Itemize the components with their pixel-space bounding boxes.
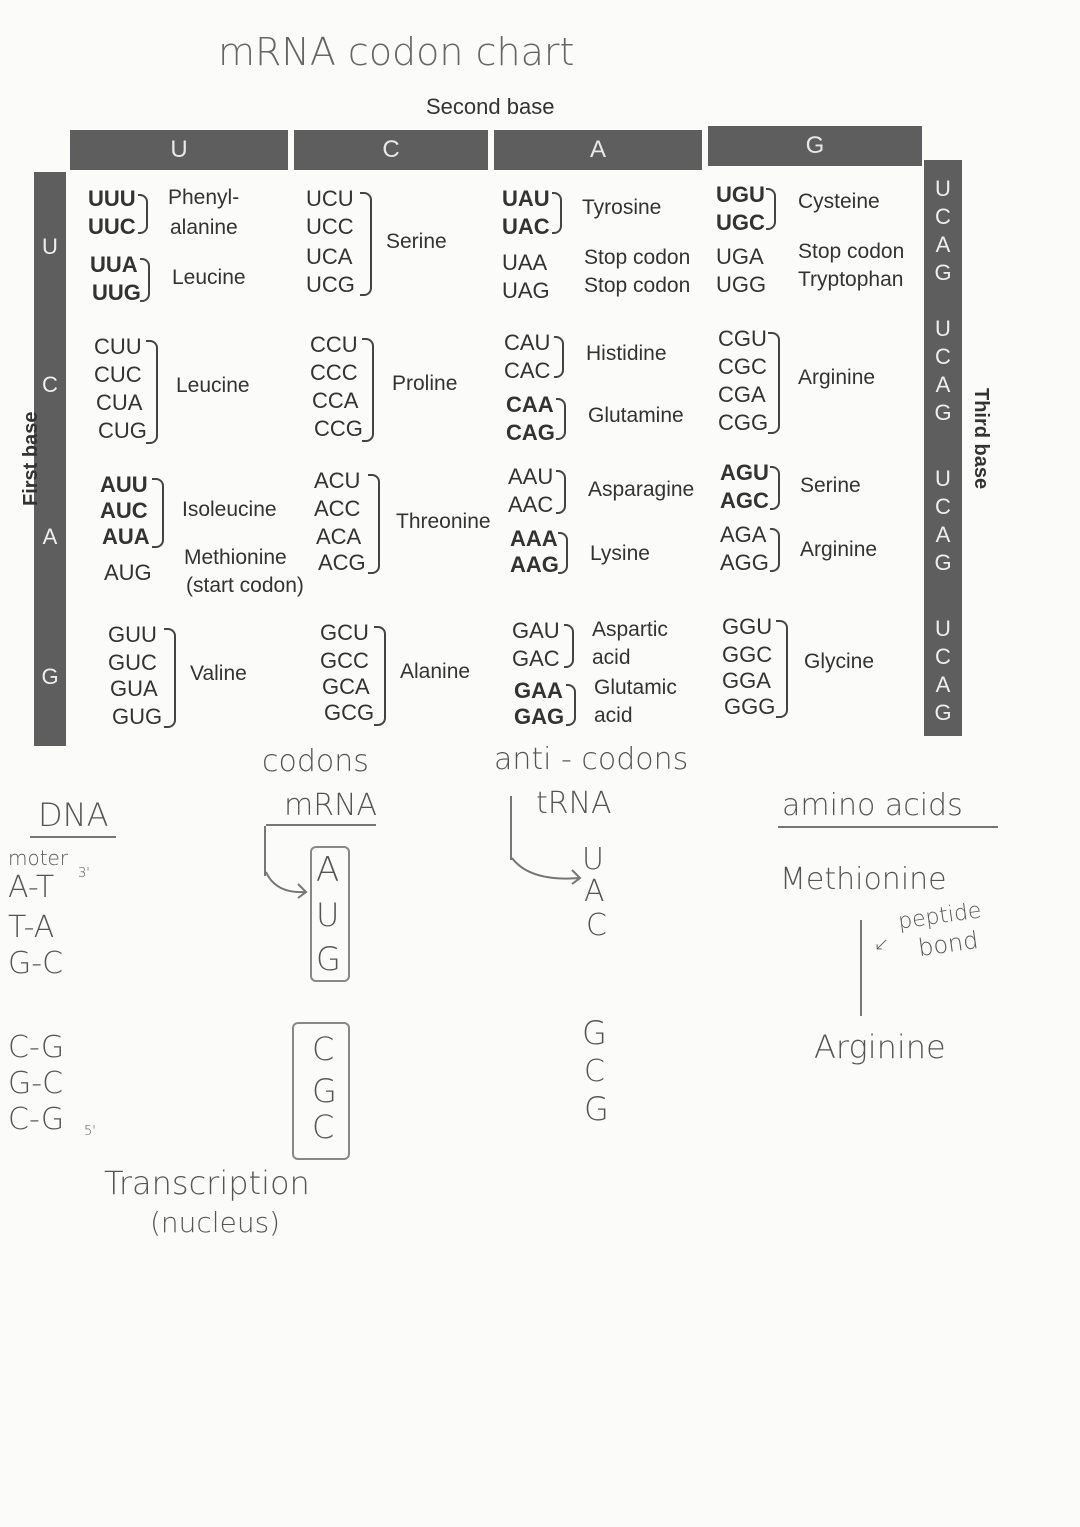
third-g-3: G [934, 550, 952, 575]
codon: UCA [306, 244, 353, 269]
amino-acid: Asparagine [588, 478, 695, 501]
codon: GAA [514, 678, 563, 703]
trna-base: G [584, 1090, 609, 1128]
amino-acid: acid [592, 646, 631, 669]
codon: CAA [506, 392, 554, 417]
codon: GUA [110, 676, 158, 701]
dna-label: DNA [38, 796, 109, 834]
codon: CUG [98, 418, 147, 443]
codon: CCA [312, 388, 359, 413]
codon: UUG [92, 280, 141, 305]
codon: UUA [90, 252, 138, 277]
codon: GCG [324, 700, 375, 725]
codon: UCG [306, 272, 355, 297]
codon: GUU [108, 622, 157, 647]
first-base-g: G [41, 664, 59, 689]
codon: UCU [306, 186, 354, 211]
codon: CAU [504, 330, 551, 355]
dna-pair: G-C [8, 1066, 64, 1101]
amino-acid: Serine [800, 474, 861, 497]
codon: GUC [108, 650, 157, 675]
codon: AGC [720, 488, 769, 513]
codon: CUA [96, 390, 143, 415]
third-c-1: C [935, 204, 951, 229]
amino-acid: alanine [170, 216, 238, 239]
amino-acid-note: Arginine [814, 1028, 946, 1066]
first-base-label: First base [20, 411, 42, 506]
dna-pair: A-T [8, 870, 55, 905]
third-a-4: A [935, 672, 951, 697]
trna-base: C [586, 908, 607, 943]
codon: UGA [716, 244, 764, 269]
codon: GUG [112, 704, 163, 729]
amino-acid-note: Methionine [780, 862, 947, 897]
codon: UUC [88, 214, 136, 239]
first-base-a: A [42, 524, 58, 549]
third-a-1: A [935, 232, 951, 257]
codon: AUG [104, 560, 152, 585]
codon: UAG [502, 278, 550, 303]
trna-base: G [582, 1014, 607, 1052]
amino-acid: Serine [386, 230, 447, 253]
codon: GGG [724, 694, 776, 719]
amino-acid: Tryptophan [798, 268, 904, 291]
codon: GGA [722, 668, 771, 693]
mrna-base: C [312, 1108, 335, 1146]
amino-acid: Arginine [800, 538, 878, 561]
codon: ACG [318, 550, 366, 575]
codon: CGC [718, 354, 767, 379]
codon: GCA [322, 674, 370, 699]
amino-acid: acid [594, 704, 633, 727]
second-base-header-a: A [494, 130, 702, 170]
anticodons-label: anti - codons [494, 742, 689, 777]
codon: CCG [314, 416, 363, 441]
amino-acid: Aspartic [592, 618, 668, 641]
mrna-base: U [316, 896, 340, 934]
dna-pair: C-G [8, 1030, 65, 1065]
arrow-icon [262, 870, 312, 900]
trna-base: A [584, 874, 605, 909]
codon: CUU [94, 334, 142, 359]
codon: UGG [716, 272, 767, 297]
amino-acid: Histidine [586, 342, 667, 365]
three-prime-label: 3' [78, 866, 90, 881]
amino-acid: Glutamine [588, 404, 684, 427]
trna-base: U [582, 842, 604, 877]
third-c-3: C [935, 494, 951, 519]
second-base-header-u: U [70, 130, 288, 170]
codon: AGG [720, 550, 769, 575]
amino-acids-label: amino acids [782, 788, 963, 823]
codon: CAC [504, 358, 551, 383]
codons-label: codons [262, 744, 369, 779]
second-base-header-g: G [708, 126, 922, 166]
amino-acid: Alanine [400, 660, 471, 683]
third-g-1: G [934, 260, 952, 285]
amino-acid: Leucine [172, 266, 246, 289]
amino-acid: Leucine [176, 374, 250, 397]
codon: GCC [320, 648, 369, 673]
codon: AUC [100, 498, 148, 523]
nucleus-note: (nucleus) [150, 1206, 281, 1239]
codon: CCC [310, 360, 358, 385]
codon: AUA [102, 524, 150, 549]
arrow-icon [510, 856, 590, 886]
amino-acid: Phenyl- [168, 186, 240, 209]
third-a-3: A [935, 522, 951, 547]
third-g-2: G [934, 400, 952, 425]
codon: UAA [502, 250, 548, 275]
amino-acid: Lysine [590, 542, 650, 565]
third-base-label: Third base [970, 388, 992, 490]
codon: UAC [502, 214, 550, 239]
amino-acid: Proline [392, 372, 458, 395]
amino-acid: Glycine [804, 650, 875, 673]
codon: AAA [510, 526, 558, 551]
amino-acid: Stop codon [584, 246, 691, 269]
amino-acid: Stop codon [798, 240, 905, 263]
codon: CGG [718, 410, 769, 435]
codon: CCU [310, 332, 358, 357]
chart-title: mRNA codon chart [218, 30, 575, 74]
amino-acid: Arginine [798, 366, 876, 389]
mrna-base: C [312, 1030, 335, 1068]
amino-acid: Methionine [184, 546, 287, 569]
third-u-4: U [935, 616, 951, 641]
amino-acid: (start codon) [186, 574, 304, 597]
mrna-label: mRNA [284, 788, 378, 823]
codon: UGU [716, 182, 765, 207]
codon: AGA [720, 522, 767, 547]
codon: UUU [88, 186, 136, 211]
codon: GGC [722, 642, 773, 667]
codon: AAG [510, 552, 559, 577]
codon: CGA [718, 382, 766, 407]
amino-acid: Glutamic [594, 676, 677, 699]
third-u-3: U [935, 466, 951, 491]
first-base-u: U [42, 234, 58, 259]
codon: UAU [502, 186, 550, 211]
codon: UCC [306, 214, 354, 239]
third-base-bar [924, 160, 962, 736]
codon: AAU [508, 464, 554, 489]
moter-note: moter [8, 846, 69, 870]
peptide-note: peptide [896, 898, 984, 935]
third-u-2: U [935, 316, 951, 341]
amino-acid: Valine [190, 662, 247, 685]
codon: GAU [512, 618, 560, 643]
trna-label: tRNA [536, 786, 612, 821]
codon: ACA [316, 524, 362, 549]
codon: AAC [508, 492, 554, 517]
codon: ACU [314, 468, 361, 493]
codon: GAC [512, 646, 560, 671]
third-c-4: C [935, 644, 951, 669]
codon: CAG [506, 420, 555, 445]
first-base-c: C [42, 372, 58, 397]
trna-base: C [584, 1054, 605, 1089]
amino-acid: Tyrosine [582, 196, 662, 219]
bond-note: bond [916, 925, 981, 963]
codon: CGU [718, 326, 767, 351]
mrna-base: G [316, 940, 341, 978]
mrna-base: A [316, 850, 340, 890]
codon: GAG [514, 704, 565, 729]
dna-pair: G-C [8, 946, 64, 981]
arrow-icon: ↙ [874, 934, 890, 955]
third-c-2: C [935, 344, 951, 369]
dna-pair: C-G [8, 1102, 65, 1137]
transcription-note: Transcription [104, 1164, 310, 1202]
second-base-label: Second base [426, 94, 555, 119]
dna-pair: T-A [8, 910, 55, 945]
amino-acid: Threonine [396, 510, 491, 533]
codon: GCU [320, 620, 369, 645]
codon: AGU [720, 460, 769, 485]
codon: AUU [100, 472, 148, 497]
codon: CUC [94, 362, 142, 387]
codon: ACC [314, 496, 361, 521]
codon: UGC [716, 210, 765, 235]
third-a-2: A [935, 372, 951, 397]
second-base-header-c: C [294, 130, 488, 170]
amino-acid: Stop codon [584, 274, 691, 297]
amino-acid: Isoleucine [182, 498, 277, 521]
third-u-1: U [935, 176, 951, 201]
five-prime-label: 5' [84, 1124, 96, 1139]
codon: GGU [722, 614, 773, 639]
amino-acid: Cysteine [798, 190, 880, 213]
third-g-4: G [934, 700, 952, 725]
mrna-base: G [312, 1072, 337, 1110]
